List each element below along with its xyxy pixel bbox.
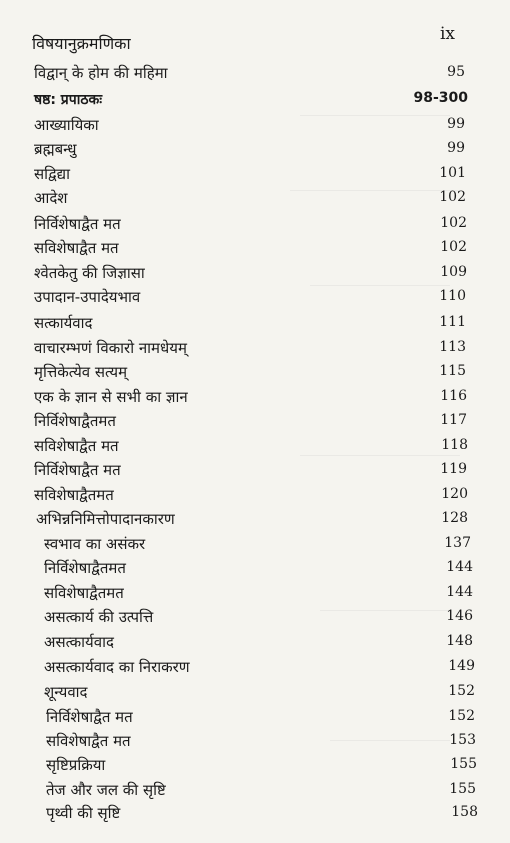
toc-entry xyxy=(0,485,510,509)
toc-entry xyxy=(0,707,510,731)
toc-entry-title: असत्कार्यवाद xyxy=(44,633,114,651)
toc-entry-page: 102 xyxy=(440,215,467,231)
toc-entry-title: निर्विशेषाद्वैतमत xyxy=(44,559,126,577)
toc-entry-page: 152 xyxy=(448,683,475,699)
toc-entry-title: सत्कार्यवाद xyxy=(34,314,93,332)
toc-entry-title: निर्विशेषाद्वैतमत xyxy=(34,412,116,430)
toc-entry xyxy=(0,63,510,87)
toc-entry-title: अभिन्ननिमित्तोपादानकारण xyxy=(36,510,175,528)
toc-entry xyxy=(0,632,510,656)
toc-entry xyxy=(0,164,510,188)
toc-entry xyxy=(0,731,510,755)
toc-entry xyxy=(0,509,510,533)
toc-entry-page: 118 xyxy=(441,437,468,453)
toc-entry-title: सविशेषाद्वैतमत xyxy=(34,486,114,504)
toc-entry-title: उपादान-उपादेयभाव xyxy=(34,288,141,306)
toc-entry-title: मृत्तिकेत्येव सत्यम् xyxy=(34,363,128,381)
toc-entry-page: 102 xyxy=(440,239,467,255)
toc-entry-page: 155 xyxy=(450,756,477,772)
toc-entry-title: आख्यायिका xyxy=(34,116,99,134)
toc-entry-page: 111 xyxy=(439,314,466,330)
toc-entry xyxy=(0,263,510,287)
toc-entry-title: निर्विशेषाद्वैत मत xyxy=(34,215,121,233)
toc-entry xyxy=(0,89,510,113)
toc-entry-title: तेज और जल की सृष्टि xyxy=(46,781,166,799)
toc-entry-page: 158 xyxy=(451,804,478,820)
toc-entry xyxy=(0,214,510,238)
toc-entry-page: 101 xyxy=(439,165,466,181)
toc-entry-page: 116 xyxy=(440,388,467,404)
toc-entry xyxy=(0,313,510,337)
toc-entry-title: सविशेषाद्वैतमत xyxy=(44,584,124,602)
toc-entry-page: 113 xyxy=(439,339,466,355)
toc-entry-page: 128 xyxy=(441,510,468,526)
toc-entry xyxy=(0,287,510,311)
page-heading: विषयानुक्रमणिका xyxy=(32,34,131,53)
toc-entry-page: 99 xyxy=(447,140,465,156)
toc-entry-title: पृथ्वी की सृष्टि xyxy=(46,804,121,822)
toc-entry-page: 102 xyxy=(439,189,466,205)
toc-entry xyxy=(0,338,510,362)
toc-entry xyxy=(0,583,510,607)
toc-entry-page: 120 xyxy=(441,486,468,502)
toc-entry-page: 148 xyxy=(446,633,473,649)
toc-entry-title: स्वभाव का असंकर xyxy=(44,535,146,553)
toc-entry-title: सविशेषाद्वैत मत xyxy=(46,732,131,750)
toc-entry xyxy=(0,238,510,262)
toc-entry-page: 144 xyxy=(446,559,473,575)
toc-entry-page: 152 xyxy=(448,708,475,724)
toc-entry-title: वाचारम्भणं विकारो नामधेयम् xyxy=(34,339,187,357)
toc-entry xyxy=(0,436,510,460)
toc-entry-page: 144 xyxy=(446,584,473,600)
toc-entry xyxy=(0,387,510,411)
toc-entry-page: 137 xyxy=(444,535,471,551)
toc-entry-title: ब्रह्मबन्धु xyxy=(34,140,77,158)
toc-entry-page: 155 xyxy=(449,781,476,797)
toc-entry-page: 110 xyxy=(439,288,466,304)
toc-entry-title: सृष्टिप्रक्रिया xyxy=(46,756,106,774)
toc-entry-title: शून्यवाद xyxy=(44,683,88,701)
toc-entry-title: सविशेषाद्वैत मत xyxy=(34,239,119,257)
toc-entry xyxy=(0,460,510,484)
toc-entry xyxy=(0,803,510,827)
toc-entry-page: 115 xyxy=(439,363,466,379)
toc-entry-title: विद्वान् के होम की महिमा xyxy=(34,64,168,82)
toc-entry xyxy=(0,607,510,631)
toc-entry-title: सद्विद्या xyxy=(34,165,70,183)
toc-entry xyxy=(0,115,510,139)
page-number-roman: ix xyxy=(440,24,456,44)
toc-entry-page: 146 xyxy=(446,608,473,624)
toc-entry xyxy=(0,534,510,558)
toc-entry-title: सविशेषाद्वैत मत xyxy=(34,437,119,455)
toc-entry xyxy=(0,657,510,681)
toc-entry-title: श्वेतकेतु की जिज्ञासा xyxy=(34,264,145,282)
toc-entry-title: निर्विशेषाद्वैत मत xyxy=(34,461,121,479)
toc-entry xyxy=(0,682,510,706)
toc-entry-page: 99 xyxy=(447,116,465,132)
toc-entry-title: निर्विशेषाद्वैत मत xyxy=(46,708,133,726)
toc-entry-title: असत्कार्यवाद का निराकरण xyxy=(44,658,190,676)
toc-entry-page: 153 xyxy=(449,732,476,748)
toc-entry-page: 117 xyxy=(440,412,467,428)
toc-entry xyxy=(0,362,510,386)
toc-entry xyxy=(0,411,510,435)
toc-entry-title: एक के ज्ञान से सभी का ज्ञान xyxy=(34,388,188,406)
toc-entry xyxy=(0,558,510,582)
toc-entry-title: आदेश xyxy=(34,189,68,207)
toc-entry-title: असत्कार्य की उत्पत्ति xyxy=(44,608,154,626)
toc-entry xyxy=(0,755,510,779)
toc-entry-page: 95 xyxy=(447,64,465,80)
section-page-range: 98-300 xyxy=(413,90,468,106)
toc-entry xyxy=(0,188,510,212)
toc-entry-page: 119 xyxy=(440,461,467,477)
toc-entry-page: 149 xyxy=(448,658,475,674)
toc-entry xyxy=(0,139,510,163)
toc-entry xyxy=(0,780,510,804)
section-heading: षष्ठ: प्रपाठकः xyxy=(34,92,103,108)
toc-entry-page: 109 xyxy=(440,264,467,280)
